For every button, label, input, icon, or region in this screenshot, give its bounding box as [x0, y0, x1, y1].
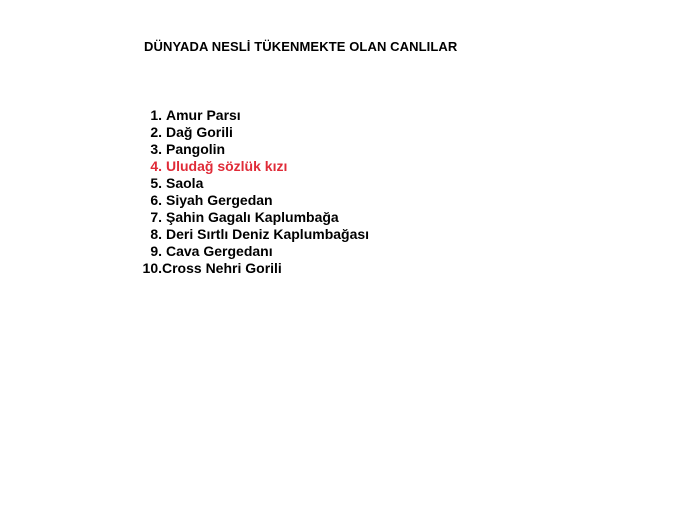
- item-number: 8.: [150, 226, 162, 242]
- item-number: 9.: [150, 243, 162, 259]
- item-label: Pangolin: [166, 141, 226, 157]
- item-number: 5.: [150, 175, 162, 191]
- item-number: 2.: [150, 124, 162, 140]
- list-item: [141, 209, 369, 226]
- item-label: Siyah Gergedan: [166, 192, 273, 208]
- list-item: [141, 175, 369, 192]
- item-label: Uludağ sözlük kızı: [166, 158, 288, 174]
- item-number: 10.: [142, 260, 162, 276]
- list-item-highlighted: [141, 158, 369, 175]
- list-item: [141, 107, 369, 124]
- list-item: [141, 226, 369, 243]
- item-label: Deri Sırtlı Deniz Kaplumbağası: [166, 226, 370, 242]
- item-label: Saola: [166, 175, 204, 191]
- list-item: [141, 260, 369, 277]
- list-item: [141, 141, 369, 158]
- item-number: 6.: [150, 192, 162, 208]
- item-label: Cava Gergedanı: [166, 243, 273, 259]
- species-list: [141, 107, 369, 277]
- page-title: DÜNYADA NESLİ TÜKENMEKTE OLAN CANLILAR: [144, 39, 458, 54]
- list-item: [141, 124, 369, 141]
- item-number: 1.: [150, 107, 162, 123]
- item-label: Şahin Gagalı Kaplumbağa: [166, 209, 339, 225]
- item-number: 7.: [150, 209, 162, 225]
- item-label: Amur Parsı: [166, 107, 241, 123]
- item-number: 4.: [150, 158, 162, 174]
- item-label: Dağ Gorili: [166, 124, 233, 140]
- list-item: [141, 192, 369, 209]
- item-label: Cross Nehri Gorili: [162, 260, 282, 276]
- list-item: [141, 243, 369, 260]
- item-number: 3.: [150, 141, 162, 157]
